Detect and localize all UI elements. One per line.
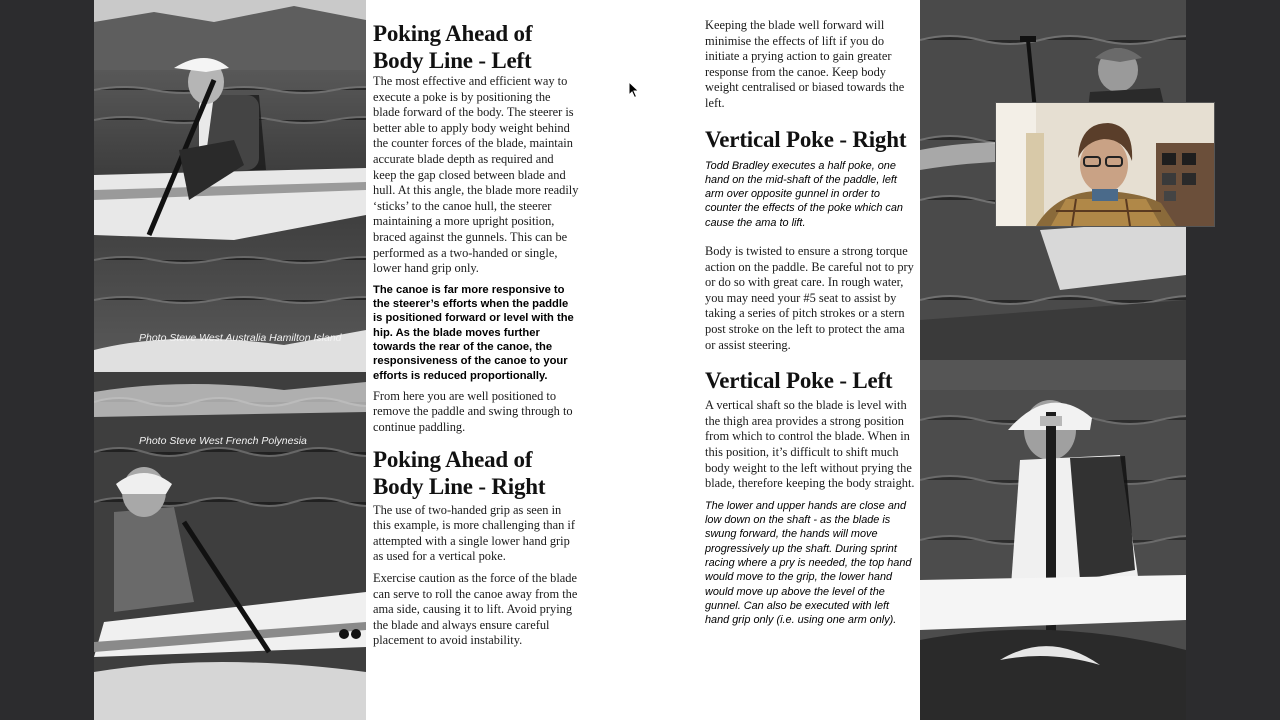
italic-paragraph: Todd Bradley executes a half poke, one hand on the mid-shaft of the paddle, left arm over opposite gunnel in order to counter the effects of the poke which can cause the ama to lift. xyxy=(705,159,903,229)
presenter-video xyxy=(996,103,1214,226)
photo-caption-bottom-left: Photo Steve West French Polynesia xyxy=(139,435,307,447)
paragraph: Body is twisted to ensure a strong torque action on the paddle. Be careful not to pry or do so with great care. In rough water, you may need your #5 seat to assist by taking a series of pitch strokes or a stern post stroke on the left to protect the ama or assist steering. xyxy=(705,244,914,352)
paddler-photo-top-left xyxy=(94,0,366,372)
mouse-cursor-icon xyxy=(628,81,640,99)
paddler-photo-bottom-left xyxy=(94,372,366,720)
heading-line: Body Line - Right xyxy=(373,473,546,499)
paragraph: A vertical shaft so the blade is level with the thigh area provides a strong position from which to control the blade. When in this position, it’s difficult to shift much body weight to the left without prying the blade, therefore keeping the body straight. xyxy=(705,398,915,491)
left-page xyxy=(94,0,630,720)
paragraph: Keeping the blade well forward will minimise the effects of lift if you do initiate a prying action to gain greater response from the canoe. Keep body weight centralised or biased towards the left. xyxy=(705,18,905,110)
photo-caption-top-left: Photo Steve West Australia Hamilton Island xyxy=(139,332,342,344)
italic-paragraph: The lower and upper hands are close and low down on the shaft - as the blade is swung forward, the hands will move progressively up the shaft. During sprint racing where a pry is needed, the top hand would move to the grip, the lower hand would move up above the level of the gunnel. Can also be executed with left hand grip only (i.e. using one arm only). xyxy=(705,499,912,627)
right-text-column xyxy=(705,18,915,627)
section-heading-vertical-poke-left: Vertical Poke - Left xyxy=(705,368,893,394)
paragraph: From here you are well positioned to remove the paddle and swing through to continue paddling. xyxy=(373,388,573,434)
heading-line: Poking Ahead of xyxy=(373,446,533,472)
paragraph: Exercise caution as the force of the blade can serve to roll the canoe away from the ama side, causing it to lift. Avoid prying the blade and always ensure careful placement to avoid instability. xyxy=(373,570,578,648)
heading-line: Body Line - Left xyxy=(373,48,532,73)
section-heading-poke-ahead-left xyxy=(373,20,579,74)
webcam-overlay xyxy=(995,102,1215,227)
paragraph: The use of two-handed grip as seen in this example, is more challenging than if attempted with a single lower hand grip as used for a vertical poke. xyxy=(373,502,575,564)
paddler-photo-bottom-right xyxy=(920,360,1186,720)
section-heading-vertical-poke-right: Vertical Poke - Right xyxy=(705,126,907,152)
heading-line: Poking Ahead of xyxy=(373,21,533,46)
bold-paragraph: The canoe is far more responsive to the steerer’s efforts when the paddle is positioned forward or level with the hip. As the blade moves further towards the rear of the canoe, the responsiveness of the canoe to your efforts is reduced proportionally. xyxy=(373,283,574,382)
paragraph: The most effective and efficient way to execute a poke is by positioning the blade forward of the body. The steerer is better able to apply body weight behind the counter forces of the blade, maintain accurate blade depth as required and keep the gap closed between blade and hull. At this angle, the blade more readily ‘sticks’ to the canoe hull, the steerer maintaining a more upright position, braced against the gunnels. This can be performed as a two-handed or single, lower hand grip only. xyxy=(373,74,579,276)
section-heading-poke-ahead-right xyxy=(373,446,579,500)
left-text-column xyxy=(373,20,579,649)
